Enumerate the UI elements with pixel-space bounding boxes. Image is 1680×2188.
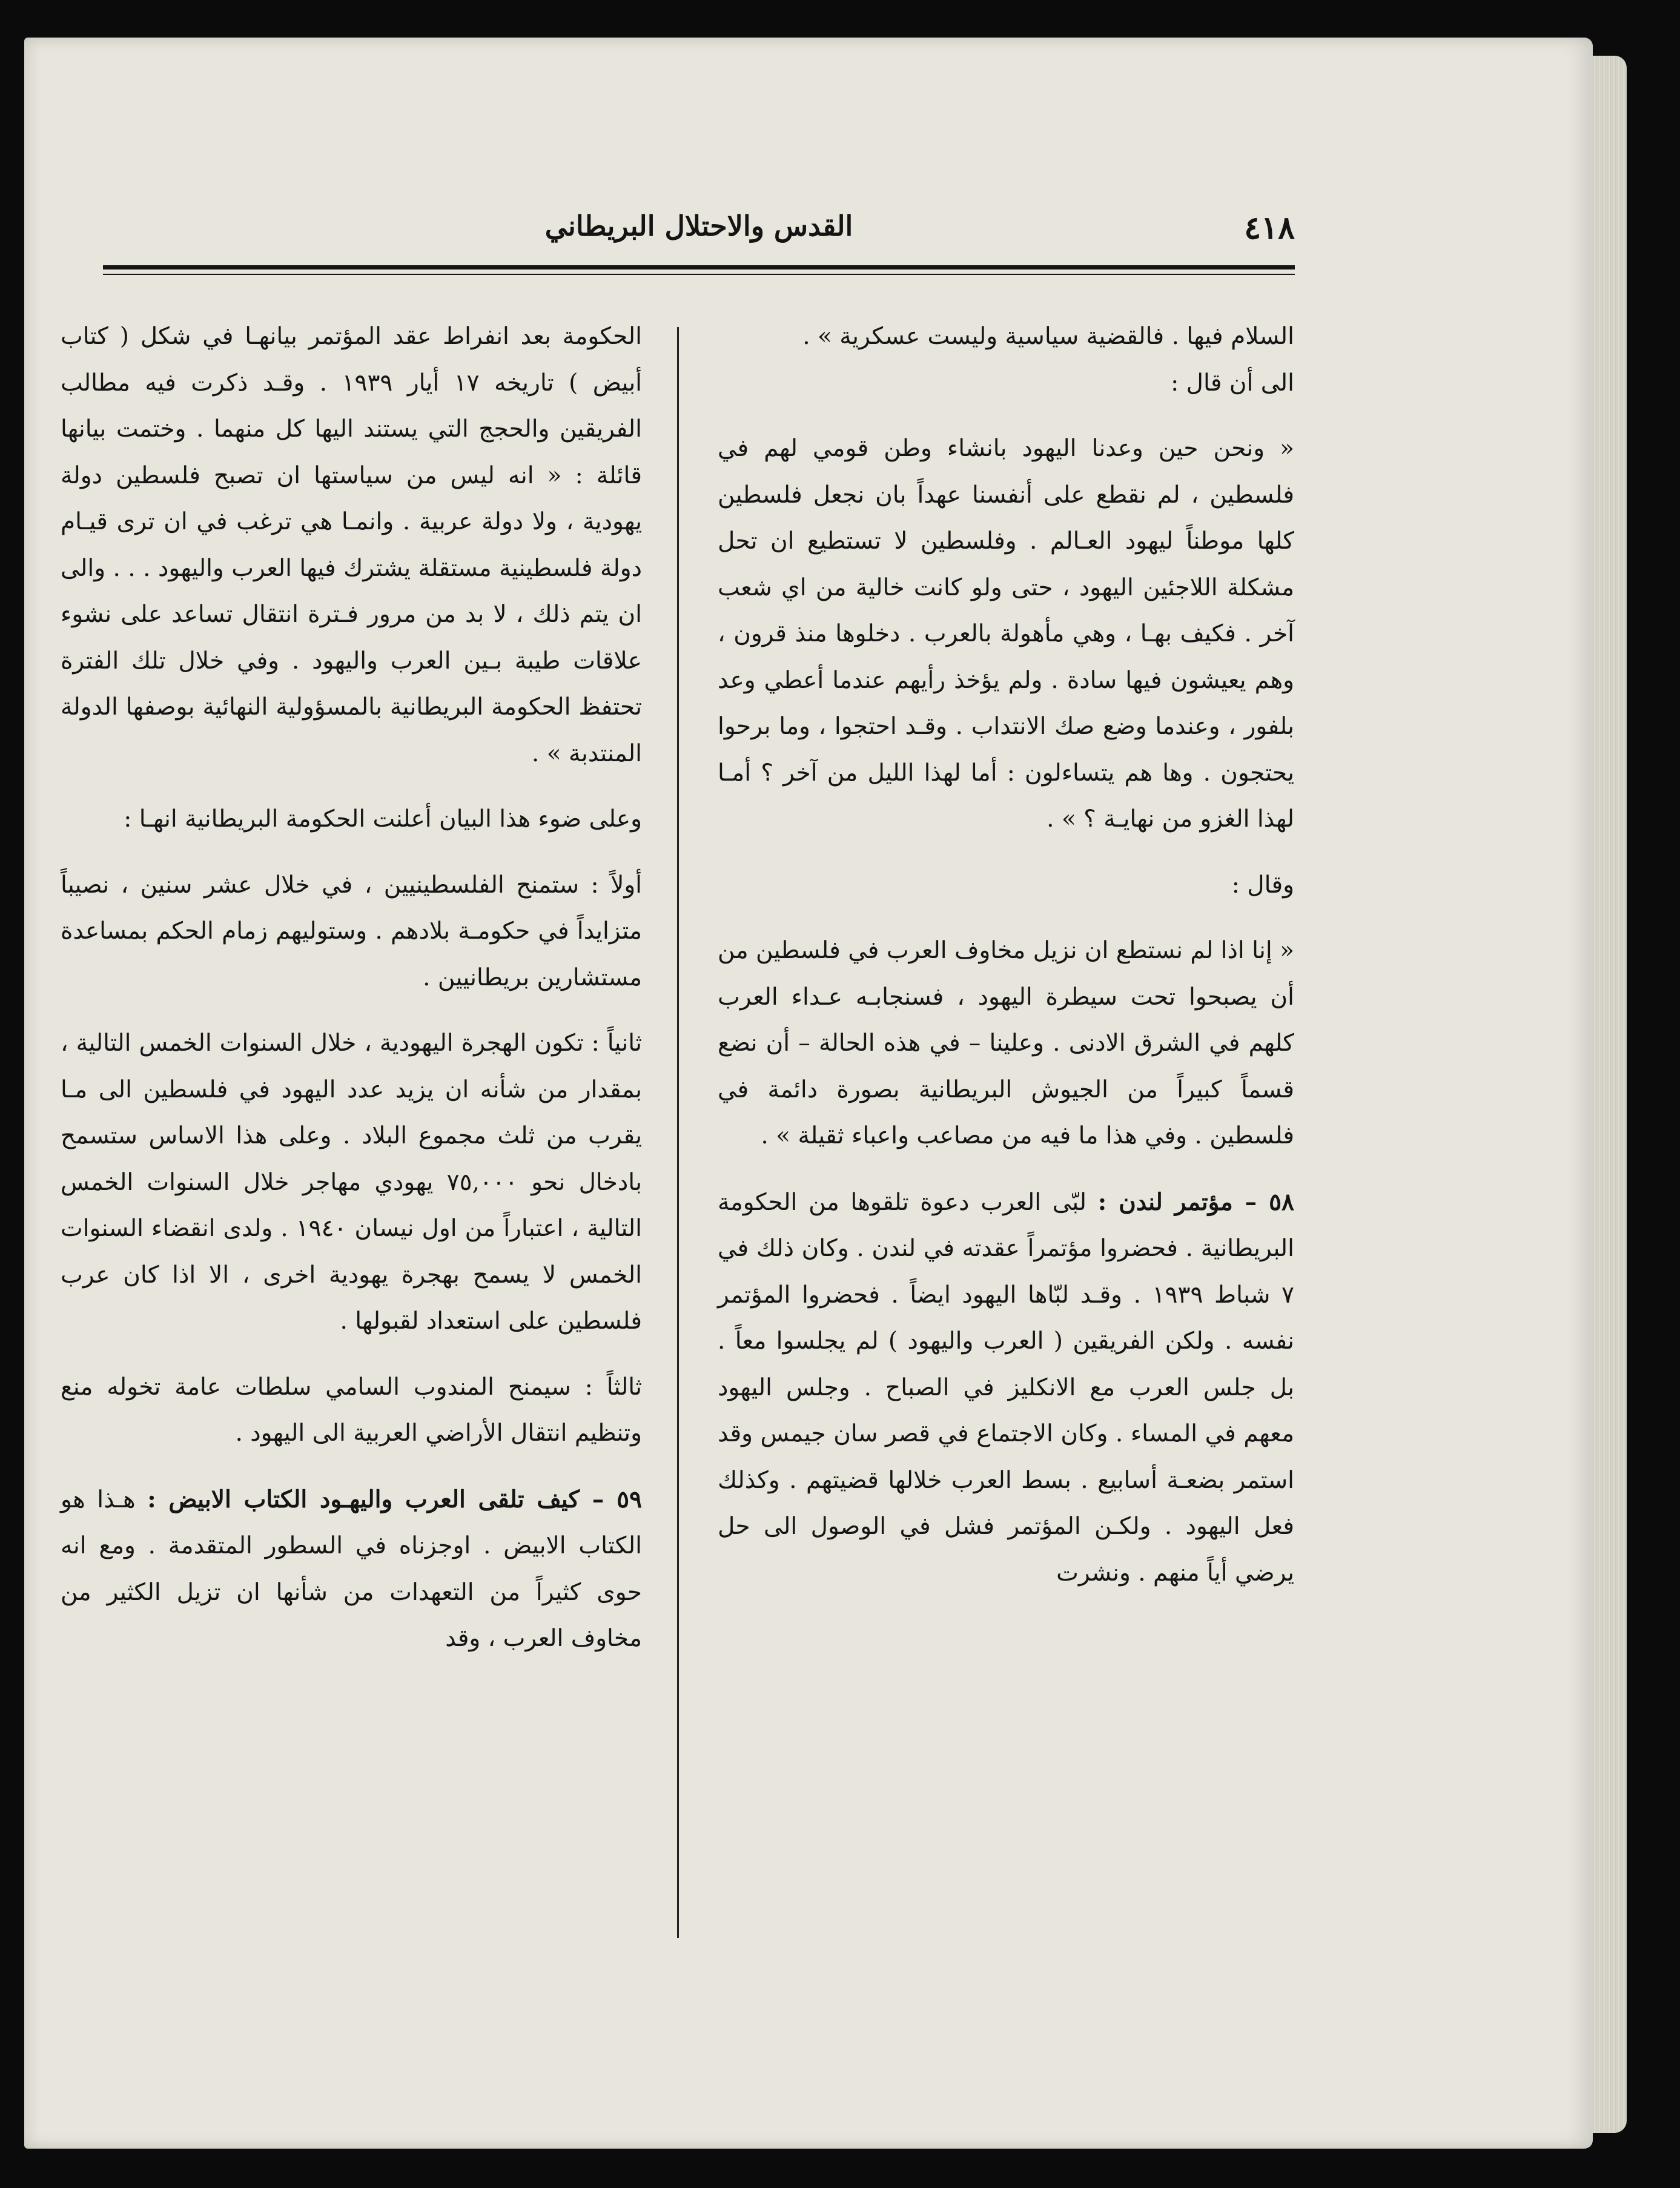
section-paragraph bbox=[718, 1179, 1294, 1597]
right-column bbox=[718, 314, 1294, 1596]
section-heading: ٥٨ – مؤتمر لندن : bbox=[1097, 1188, 1294, 1216]
paragraph-gap bbox=[718, 406, 1294, 426]
section-text: هـذا هو الكتاب الابيض . اوجزناه في السطور المتقدمة . ومع انه حوى كثيراً من التعهدات من شأنها ان تزيل الكثير من مخاوف العرب ، وقد bbox=[61, 1486, 642, 1652]
running-title: القدس والاحتلال البريطاني bbox=[544, 210, 853, 242]
section-text: لبّى العرب دعوة تلقوها من الحكومة البريطانية . فحضروا مؤتمراً عقدته في لندن . وكان ذلك في ٧ شباط ١٩٣٩ . وقـد لبّاها اليهود ايضاً . فحضروا المؤتمر نفسه . ولكن الفريقين ( العرب واليهود ) لم يجلسوا معاً . بل جلس العرب مع الانكليز في الصباح . وجلس اليهود معهم في المساء . وكان الاجتماع في قصر سان جيمس وقد استمر بضعـة أسابيع . بسط العرب خلالها قضيتهم . وكذلك فعل اليهود . ولكـن المؤتمر فشل في الوصول الى حل يرضي أياً منهم . ونشرت bbox=[718, 1188, 1294, 1587]
running-header bbox=[103, 210, 1295, 258]
header-rule-thin bbox=[103, 274, 1295, 275]
paragraph: السلام فيها . فالقضية سياسية وليست عسكرية » . bbox=[802, 323, 1294, 350]
page-number: ٤١٨ bbox=[1244, 210, 1295, 246]
paragraph: وعلى ضوء هذا البيان أعلنت الحكومة البريطانية انهـا : bbox=[124, 805, 642, 833]
list-item: ثانياً : تكون الهجرة اليهودية ، خلال السنوات الخمس التالية ، بمقدار من شأنه ان يزيد عدد اليهود في فلسطين الى مـا يقرب من ثلث مجموع البلاد . وعلى هذا الاساس ستسمح بادخال نحو ٧٥,٠٠٠ يهودي مهاجر خلال السنوات الخمس التالية ، اعتباراً من اول نيسان ١٩٤٠ . ولدى انقضاء السنوات الخمس لا يسمح بهجرة يهودية اخرى ، الا اذا كان عرب فلسطين على استعداد لقبولها . bbox=[61, 1030, 643, 1335]
left-column bbox=[61, 314, 642, 1662]
section-paragraph bbox=[61, 1476, 642, 1662]
column-divider bbox=[677, 327, 679, 1938]
page-edges bbox=[1592, 56, 1627, 2133]
paragraph: الحكومة بعد انفراط عقد المؤتمر بيانهـا في شكل ( كتاب أبيض ) تاريخه ١٧ أيار ١٩٣٩ . وقـد ذكرت فيه مطالب الفريقين والحجج التي يستند اليها كل منهما . وختمت بيانها قائلة : « انه ليس من سياستها ان تصبح فلسطين دولة يهودية ، ولا دولة عربية . وانمـا هي ترغب في ان ترى قيـام دولة فلسطينية مستقلة يشترك فيها العرب واليهود . . . والى ان يتم ذلك ، لا بد من مرور فـترة انتقال تساعد على نشوء علاقات طيبة بـين العرب واليهود . وفي خلال تلك الفترة تحتفظ الحكومة البريطانية بالمسؤولية النهائية بوصفها الدولة المنتدبة » . bbox=[61, 323, 643, 767]
list-item: أولاً : ستمنح الفلسطينيين ، في خلال عشر سنين ، نصيباً متزايداً في حكومـة بلادهم . وستوليهم زمام الحكم بمساعدة مستشارين بريطانيين . bbox=[61, 871, 642, 991]
quotation: « ونحن حين وعدنا اليهود بانشاء وطن قومي لهم في فلسطين ، لم نقطع على أنفسنا عهداً بان نجعل فلسطين كلها موطناً ليهود العـالم . وفلسطين لا تستطيع ان تحل مشكلة اللاجئين اليهود ، حتى ولو كانت خالية من اي شعب آخر . فكيف بهـا ، وهي مأهولة بالعرب . دخلوها منذ قرون ، وهم يعيشون فيها سادة . ولم يؤخذ رأيهم عندما أعطي وعد بلفور ، وعندما وضع صك الانتداب . وقـد احتجوا ، وما برحوا يحتجون . وها هم يتساءلون : أما لهذا الليل من آخر ؟ أمـا لهذا الغزو من نهايـة ؟ » . bbox=[718, 435, 1294, 833]
list-item: ثالثاً : سيمنح المندوب السامي سلطات عامة تخوله منع وتنظيم انتقال الأراضي العربية الى اليهود . bbox=[61, 1373, 642, 1447]
paragraph: وقال : bbox=[1231, 871, 1294, 899]
quotation: « إنا اذا لم نستطع ان نزيل مخاوف العرب في فلسطين من أن يصبحوا تحت سيطرة اليهود ، فسنجابـه عـداء العرب كلهم في الشرق الادنى . وعلينا – في هذه الحالة – أن نضع قسماً كبيراً من الجيوش البريطانية بصورة دائمة في فلسطين . وفي هذا ما فيه من مصاعب واعباء ثقيلة » . bbox=[718, 937, 1294, 1149]
header-rule bbox=[103, 265, 1295, 269]
paragraph: الى أن قال : bbox=[1171, 369, 1294, 397]
section-heading: ٥٩ – كيف تلقى العرب واليهـود الكتاب الابيض : bbox=[147, 1485, 642, 1513]
